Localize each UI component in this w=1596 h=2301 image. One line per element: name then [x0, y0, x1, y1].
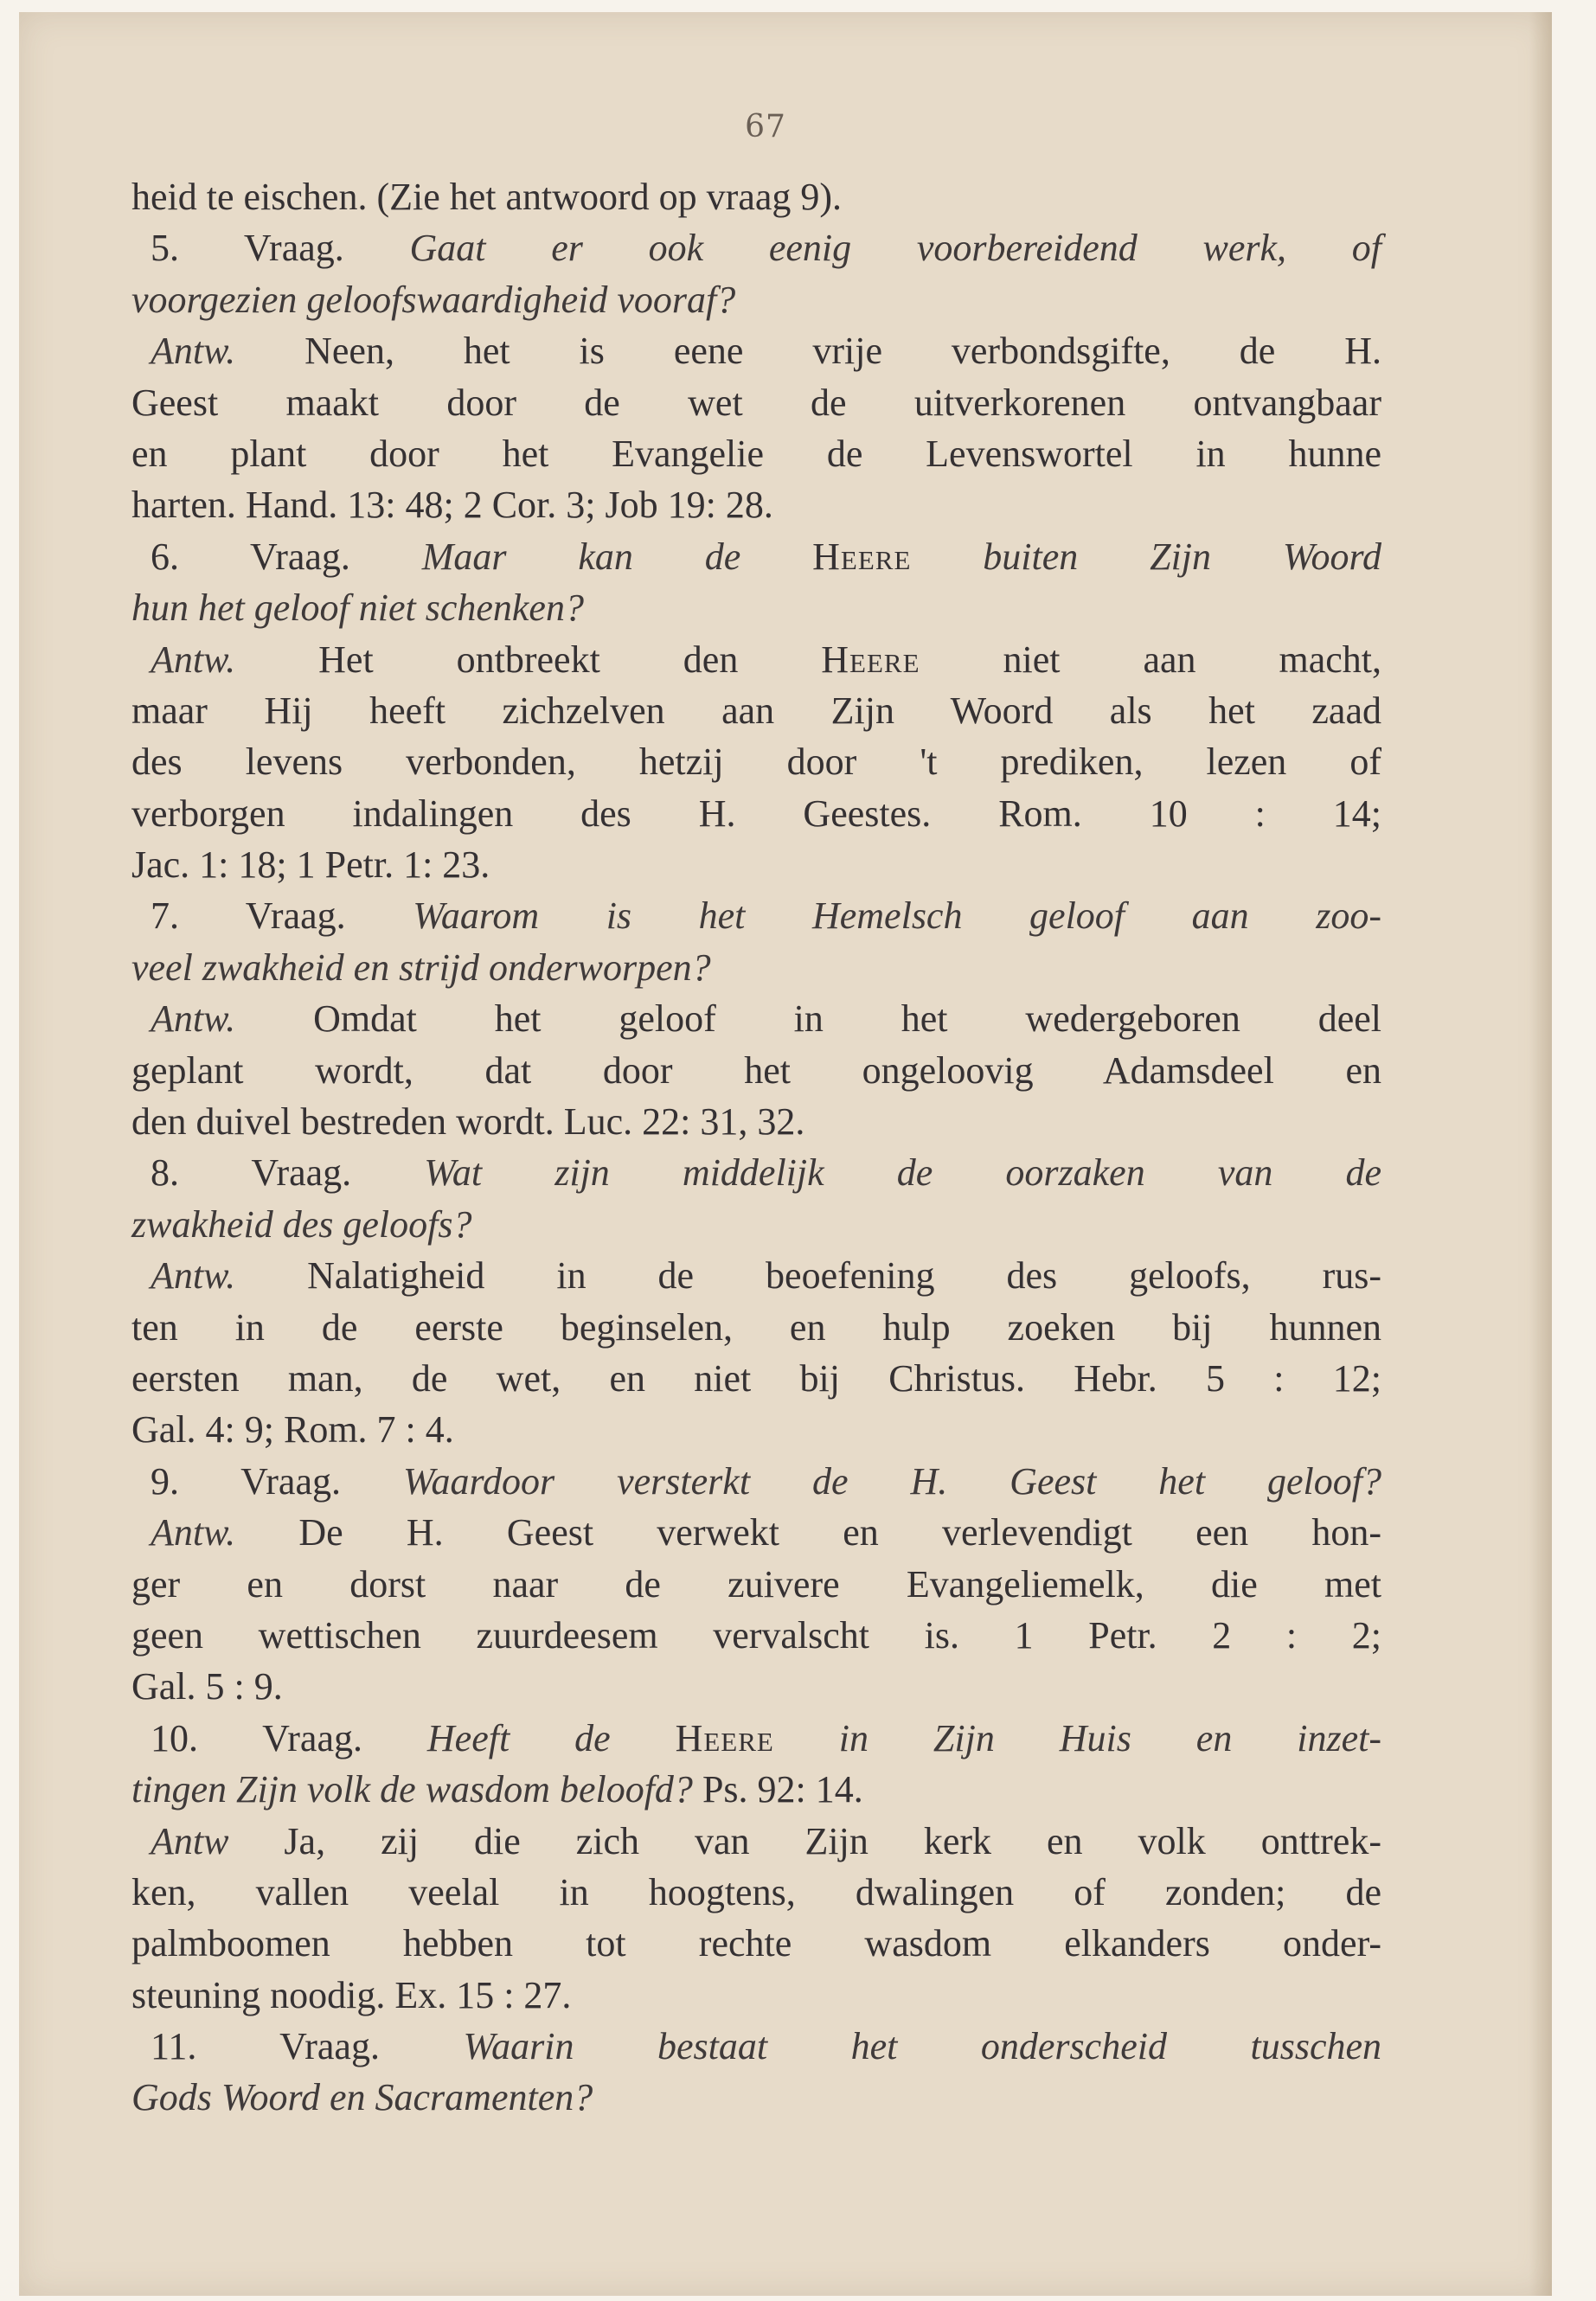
text-line [131, 325, 1381, 376]
text-line [131, 1353, 1381, 1404]
question-text: zwakheid des geloofs? [131, 1202, 472, 1246]
question-text: Waarin bestaat het onderscheid tusschen [463, 2025, 1382, 2068]
text-line [131, 890, 1381, 941]
text-line [131, 1867, 1381, 1918]
answer-label: Antw [151, 1819, 229, 1862]
text-line [131, 1404, 1381, 1455]
text-line [131, 839, 1381, 890]
question-text: Maar kan de [421, 535, 813, 578]
body-line: ger en dorst naar de zuivere Evangeliemelk, die met [131, 1562, 1381, 1606]
answer-label: Antw. [151, 1254, 236, 1298]
body-line: des levens verbonden, hetzij door 't prediken, lezen of [131, 740, 1381, 784]
body-line: Gal. 5 : 9. [131, 1665, 283, 1708]
body-line: verborgen indalingen des H. Geestes. Rom. 10 : 14; [131, 792, 1381, 835]
answer-text: Omdat het geloof in het wedergeboren deel [235, 997, 1381, 1041]
text-line [131, 1559, 1381, 1610]
text-line [131, 1250, 1381, 1301]
question-text: Waarom is het Hemelsch geloof aan zoo- [413, 894, 1381, 938]
answer-label: Antw. [151, 1511, 236, 1554]
text-line [131, 942, 1381, 993]
divine-name: Heere [675, 1716, 774, 1759]
question-text: in Zijn Huis en inzet- [773, 1716, 1381, 1759]
text-line [131, 1096, 1381, 1147]
question-number: 9. Vraag. [151, 1459, 403, 1503]
question-number: 8. Vraag. [151, 1151, 425, 1195]
text-line [131, 1713, 1381, 1764]
text-line [131, 1456, 1381, 1507]
question-text: Gaat er ook eenig voorbereidend werk, of [409, 227, 1381, 270]
answer-text: Het ontbreekt den [235, 638, 822, 681]
text-line [131, 1816, 1381, 1867]
answer-text: Neen, het is eene vrije verbondsgifte, de H. [235, 330, 1381, 373]
scripture-reference: Ps. 92: 14. [692, 1768, 863, 1811]
body-line: Jac. 1: 18; 1 Petr. 1: 23. [131, 843, 490, 887]
text-line [131, 1764, 1381, 1815]
text-line [131, 2072, 1381, 2123]
answer-label: Antw. [151, 638, 236, 681]
body-line: geplant wordt, dat door het ongeloovig Adamsdeel en [131, 1048, 1381, 1092]
question-text: tingen Zijn volk de wasdom beloofd? [131, 1768, 693, 1811]
body-line: ken, vallen veelal in hoogtens, dwalingen of zonden; de [131, 1870, 1381, 1913]
page-body-text [131, 171, 1381, 2124]
body-line: heid te eischen. (Zie het antwoord op vraag 9). [131, 176, 843, 218]
page-edge-shadow [1529, 12, 1552, 2296]
question-text: buiten Zijn Woord [911, 535, 1381, 578]
text-line [131, 1507, 1381, 1558]
question-text: hun het geloof niet schenken? [131, 586, 584, 630]
text-line [131, 1918, 1381, 1969]
question-text: Waardoor versterkt de H. Geest het geloof? [402, 1459, 1381, 1503]
text-line [131, 171, 1381, 222]
question-number: 11. Vraag. [151, 2025, 464, 2068]
answer-text: De H. Geest verwekt en verlevendigt een hon- [235, 1511, 1381, 1554]
page-number: 67 [745, 109, 786, 144]
answer-text: niet aan macht, [920, 638, 1381, 681]
question-text: voorgezien geloofswaardigheid vooraf? [131, 278, 736, 321]
question-number: 5. Vraag. [151, 227, 410, 270]
text-line [131, 1199, 1381, 1250]
question-number: 7. Vraag. [151, 894, 413, 938]
text-line [131, 1661, 1381, 1712]
text-line [131, 1147, 1381, 1198]
body-line: eersten man, de wet, en niet bij Christus. Hebr. 5 : 12; [131, 1356, 1381, 1400]
body-line: den duivel bestreden wordt. Luc. 22: 31, 32. [131, 1100, 805, 1144]
body-line: ten in de eerste beginselen, en hulp zoeken bij hunnen [131, 1305, 1381, 1349]
question-text: Heeft de [426, 1716, 676, 1759]
answer-label: Antw. [151, 330, 236, 373]
text-line [131, 531, 1381, 582]
text-line [131, 685, 1381, 736]
text-line [131, 582, 1381, 633]
body-line: en plant door het Evangelie de Levenswortel in hunne [131, 432, 1381, 475]
text-line [131, 1610, 1381, 1661]
body-line: harten. Hand. 13: 48; 2 Cor. 3; Job 19: 28. [131, 484, 773, 527]
text-line [131, 736, 1381, 787]
divine-name: Heere [821, 638, 920, 681]
question-number: 6. Vraag. [151, 535, 422, 578]
question-text: Wat zijn middelijk de oorzaken van de [424, 1151, 1381, 1195]
text-line [131, 993, 1381, 1044]
body-line: palmboomen hebben tot rechte wasdom elkanders onder- [131, 1922, 1381, 1965]
body-line: steuning noodig. Ex. 15 : 27. [131, 1973, 572, 2016]
text-line [131, 2021, 1381, 2072]
question-number: 10. Vraag. [151, 1716, 427, 1759]
text-line [131, 1970, 1381, 2021]
text-line [131, 634, 1381, 685]
question-text: veel zwakheid en strijd onderworpen? [131, 945, 711, 989]
text-line [131, 479, 1381, 530]
text-line [131, 1045, 1381, 1096]
text-line [131, 788, 1381, 839]
text-line [131, 222, 1381, 273]
answer-text: Nalatigheid in de beoefening des geloofs, rus- [235, 1254, 1381, 1298]
body-line: geen wettischen zuurdeesem vervalscht is. 1 Petr. 2 : 2; [131, 1613, 1381, 1657]
body-line: Gal. 4: 9; Rom. 7 : 4. [131, 1408, 454, 1452]
text-line [131, 377, 1381, 428]
text-line [131, 1302, 1381, 1353]
body-line: maar Hij heeft zichzelven aan Zijn Woord als het zaad [131, 689, 1381, 732]
answer-label: Antw. [151, 997, 236, 1041]
divine-name: Heere [812, 535, 912, 578]
text-line [131, 428, 1381, 479]
body-line: Geest maakt door de wet de uitverkorenen ontvangbaar [131, 381, 1381, 424]
text-line [131, 274, 1381, 325]
answer-text: Ja, zij die zich van Zijn kerk en volk onttrek- [228, 1819, 1381, 1862]
question-text: Gods Woord en Sacramenten? [131, 2076, 593, 2119]
